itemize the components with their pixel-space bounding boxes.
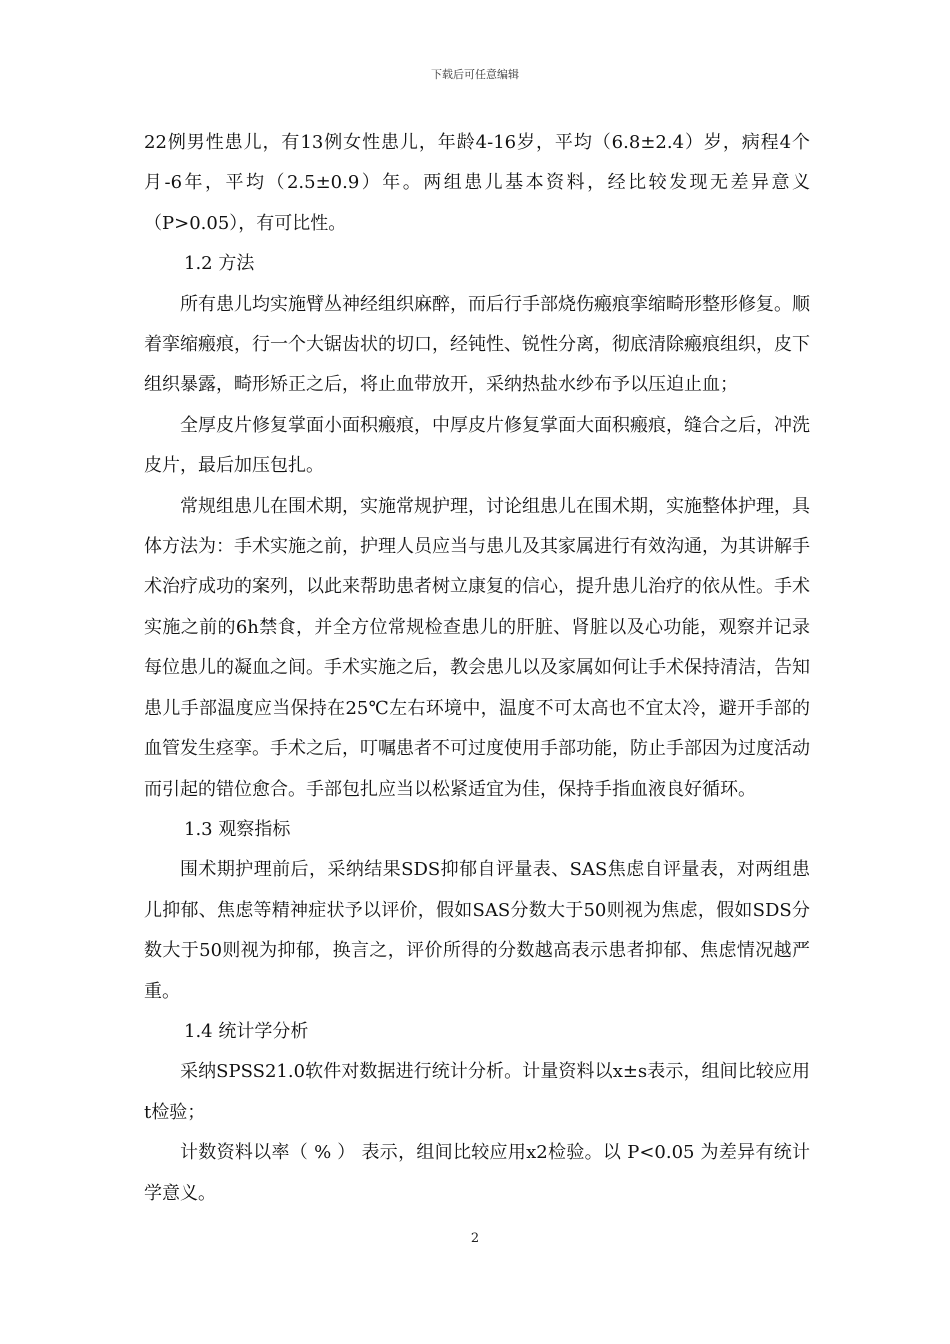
paragraph-surgery-method: 所有患儿均实施臂丛神经组织麻醉，而后行手部烧伤瘢痕挛缩畸形整形修复。顺着挛缩瘢痕，行一个大锯齿状的切口，经钝性、锐性分离，彻底清除瘢痕组织，皮下组织暴露，畸形矫正之后，将止血带放开，采纳热盐水纱布予以压迫止血；	[144, 293, 810, 396]
paragraph-statistics-count: 计数资料以率（ % ） 表示，组间比较应用x2检验。以 P<0.05 为差异有统计学意义。	[144, 1142, 810, 1204]
section-heading-statistics: 1.4 统计学分析	[184, 1020, 309, 1042]
paragraph-nursing-care: 常规组患儿在围术期，实施常规护理，讨论组患儿在围术期，实施整体护理，具体方法为：手术实施之前，护理人员应当与患儿及其家属进行有效沟通，为其讲解手术治疗成功的案列，以此来帮助患者树立康复的信心，提升患儿治疗的依从性。手术实施之前的6h禁食，并全方位常规检查患儿的肝脏、肾脏以及心功能，观察并记录每位患儿的凝血之间。手术实施之后，教会患儿以及家属如何让手术保持清洁，告知患儿手部温度应当保持在25℃左右环境中，温度不可太高也不宜太冷，避开手部的血管发生痉挛。手术之后，叮嘱患者不可过度使用手部功能，防止手部因为过度活动而引起的错位愈合。手部包扎应当以松紧适宜为佳，保持手指血液良好循环。	[144, 495, 810, 800]
section-heading-methods: 1.2 方法	[184, 253, 255, 275]
paragraph-patient-info: 22例男性患儿，有13例女性患儿，年龄4-16岁，平均（6.8±2.4）岁，病程4个月-6年，平均（2.5±0.9）年。两组患儿基本资料，经比较发现无差异意义（P>0.05），有可比性。	[144, 132, 810, 234]
document-body	[144, 123, 810, 1214]
paragraph-statistics-software: 采纳SPSS21.0软件对数据进行统计分析。计量资料以x±s表示，组间比较应用t检验；	[144, 1061, 810, 1123]
paragraph-skin-graft: 全厚皮片修复掌面小面积瘢痕，中厚皮片修复掌面大面积瘢痕，缝合之后，冲洗皮片，最后加压包扎。	[144, 414, 810, 477]
page-header: 下载后可任意编辑	[431, 68, 519, 81]
paragraph-observation-indicators: 围术期护理前后，采纳结果SDS抑郁自评量表、SAS焦虑自评量表，对两组患儿抑郁、焦虑等精神症状予以评价，假如SAS分数大于50则视为焦虑，假如SDS分数大于50则视为抑郁，换言之，评价所得的分数越高表示患者抑郁、焦虑情况越严重。	[144, 859, 810, 1002]
page-number: 2	[470, 1231, 480, 1246]
section-heading-observation: 1.3 观察指标	[184, 818, 291, 840]
